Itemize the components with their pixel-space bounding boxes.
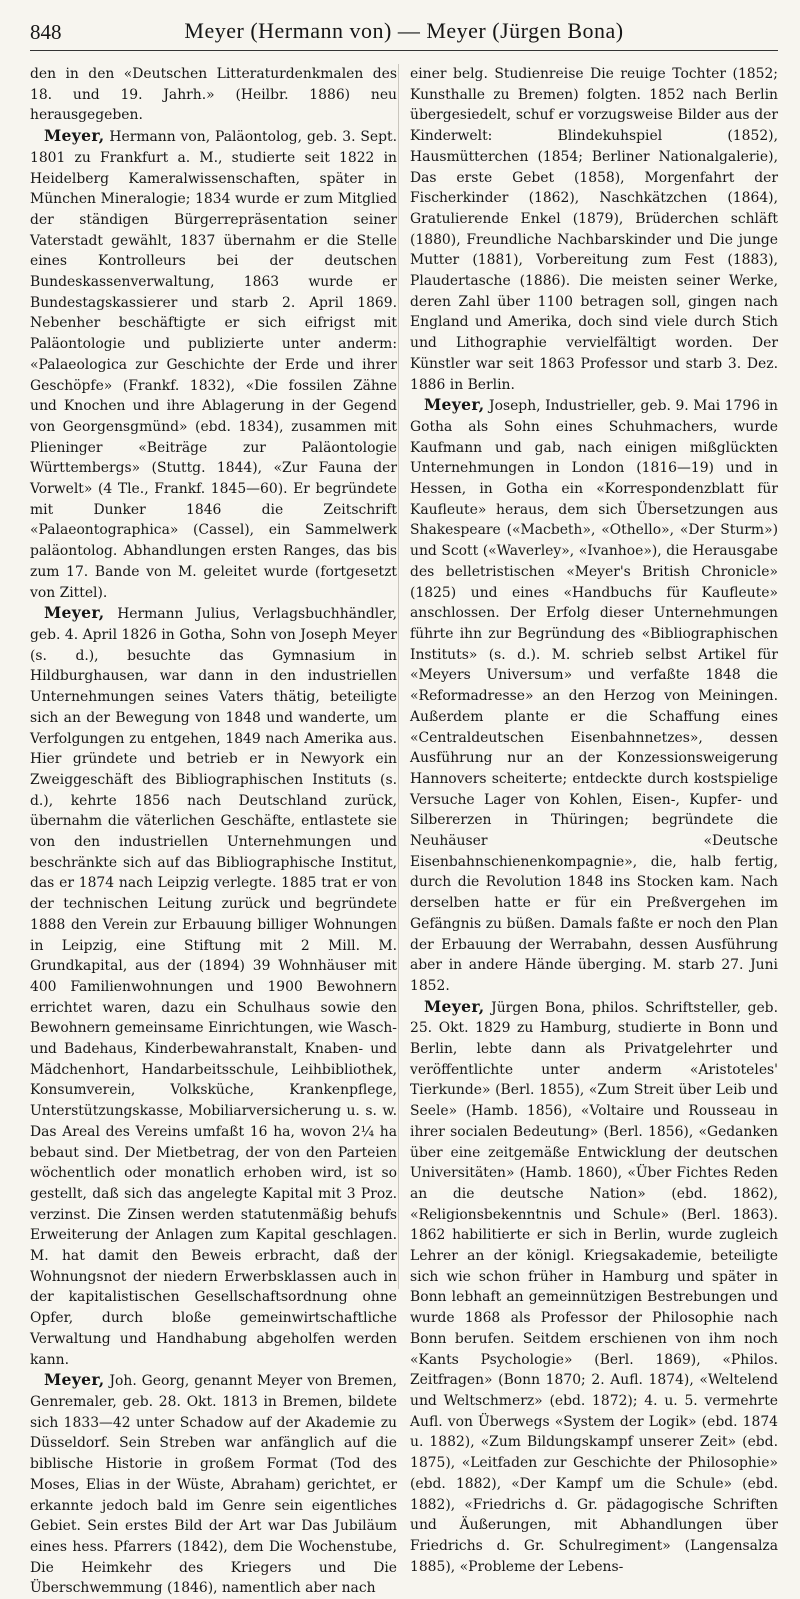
- entry-headword: Meyer,: [44, 126, 105, 146]
- continuation-paragraph: den in den «Deutschen Litteraturdenkmalen des 18. und 19. Jahrh.» (Heilbr. 1886) neu herausgegeben.: [30, 66, 397, 124]
- entry-headword: Meyer,: [44, 1370, 105, 1390]
- entry-meyer-juergen-bona: [410, 997, 778, 1578]
- entry-meyer-joh-georg: [30, 1370, 397, 1599]
- page-number: 848: [30, 20, 62, 44]
- entry-meyer-joseph: [410, 395, 778, 996]
- entry-text: Hermann Julius, Verlagsbuchhändler, geb. 4. April 1826 in Gotha, Sohn von Joseph Meyer (s. d.), besuchte das Gymnasium in Hildburghausen, war dann in den industriellen Unternehmungen seines Vaters thätig, beteiligte sich an der Bewegung von 1848 und wanderte, um Verfolgungen zu entgehen, 1849 nach Amerika aus. Hier gründete und betrieb er in Newyork ein Zweiggeschäft des Bibliographischen Instituts (s. d.), kehrte 1856 nach Deutschland zurück, übernahm die väterlichen Geschäfte, entlastete sie von den industriellen Unternehmungen und beschränkte sich auf das Bibliographische Institut, das er 1874 nach Leipzig verlegte. 1885 trat er von der technischen Leitung zurück und begründete 1888 den Verein zur Erbauung billiger Wohnungen in Leipzig, eine Stiftung mit 2 Mill. M. Grundkapital, aus der (1894) 39 Wohnhäuser mit 400 Familienwohnungen und 1900 Bewohnern errichtet waren, dazu ein Schulhaus sowie den Bewohnern gemeinsame Einrichtungen, wie Wasch- und Badehaus, Kinderbewahranstalt, Knaben- und Mädchenhort, Handarbeitsschule, Leihbibliothek, Konsumverein, Volksküche, Krankenpflege, Unterstützungskasse, Mobiliarversicherung u. s. w. Das Areal des Vereins umfaßt 16 ha, wovon 2¼ ha bebaut sind. Der Mietbetrag, der von den Parteien wöchentlich oder monatlich erhoben wird, ist so gestellt, daß sich das angelegte Kapital mit 3 Proz. verzinst. Die Zinsen werden statutenmäßig behufs Erweiterung der Anlagen zum Kapital geschlagen. M. hat damit den Beweis erbracht, daß der Wohnungsnot der niedern Erwerbsklassen auch in der kapitalistischen Gesellschaftsordnung ohne Opfer, durch bloße gemeinwirtschaftliche Verwaltung und Handhabung abgeholfen werden kann.: [30, 606, 397, 1368]
- entry-meyer-hermann-julius: [30, 603, 397, 1370]
- entry-text: Joseph, Industrieller, geb. 9. Mai 1796 in Gotha als Sohn eines Schuhmachers, wurde Kaufmann und gab, nach einigen mißglückten Unternehmungen in London (1816—19) und in Hessen, in Gotha ein «Korrespondenzblatt für Kaufleute» heraus, dem sich Übersetzungen aus Shakespeare («Macbeth», «Othello», «Der Sturm») und Scott («Waverley», «Ivanhoe»), die Herausgabe des belletristischen «Meyer's British Chronicle» (1825) und eines «Handbuchs für Kaufleute» anschlossen. Der Erfolg dieser Unternehmungen führte ihn zur Begründung des «Bibliographischen Instituts» (s. d.). M. schrieb selbst Artikel für «Meyers Universum» und verfaßte 1848 die «Reformadresse» an den Herzog von Meiningen. Außerdem plante er die Schaffung eines «Centraldeutschen Eisenbahnnetzes», dessen Ausführung nur an der Konzessionsweigerung Hannovers scheiterte; entdeckte durch kostspielige Versuche Lager von Kohlen, Eisen-, Kupfer- und Silbererzen in Thüringen; begründete die Neuhäuser «Deutsche Eisenbahnschienenkompagnie», die, halb fertig, durch die Revolution 1848 ins Stocken kam. Nach derselben hatte er für ein Preßvergehen im Gefängnis zu büßen. Damals faßte er noch den Plan der Erbauung der Werrabahn, dessen Ausführung aber in andere Hände überging. M. starb 27. Juni 1852.: [410, 398, 778, 994]
- column-divider: [398, 64, 399, 1289]
- left-column: [30, 64, 397, 1599]
- entry-headword: Meyer,: [424, 395, 485, 415]
- entry-headword: Meyer,: [44, 603, 105, 623]
- continuation-paragraph: einer belg. Studienreise Die reuige Tochter (1852; Kunsthalle zu Bremen) folgten. 1852 nach Berlin übergesiedelt, schuf er vorzugsweise Bilder aus der Kinderwelt: Blindekuhspiel (1852), Hausmütterchen (1854; Berliner Nationalgalerie), Das erste Gebet (1858), Morgenfahrt der Fischerkinder (1862), Naschkätzchen (1864), Gratulierende Enkel (1879), Brüderchen schläft (1880), Freundliche Nachbarskinder und Die junge Mutter (1881), Vorbereitung zum Fest (1883), Plaudertasche (1886). Die meisten seiner Werke, deren Zahl über 1100 betragen soll, gingen nach England und Amerika, doch sind viele durch Stich und Lithographie vervielfältigt worden. Der Künstler war seit 1863 Professor und starb 3. Dez. 1886 in Berlin.: [410, 66, 778, 393]
- entry-meyer-hermann-von: [30, 126, 397, 603]
- right-column: [410, 64, 778, 1577]
- page-header: [30, 12, 778, 51]
- entry-text: Joh. Georg, genannt Meyer von Bremen, Genremaler, geb. 28. Okt. 1813 in Bremen, bildete sich 1833—42 unter Schadow auf der Akademie zu Düsseldorf. Sein Streben war anfänglich auf die biblische Historie in großem Format (Tod des Moses, Elias in der Wüste, Abraham) gerichtet, er erkannte jedoch bald im Genre sein eigentliches Gebiet. Sein erstes Bild der Art war Das Jubiläum eines hess. Pfarrers (1842), dem Die Wochenstube, Die Heimkehr des Kriegers und Die Überschwemmung (1846), namentlich aber nach: [30, 1373, 397, 1597]
- entry-text: Hermann von, Paläontolog, geb. 3. Sept. 1801 zu Frankfurt a. M., studierte seit 1822 in Heidelberg Kameralwissenschaften, später in München Mineralogie; 1834 wurde er zum Mitglied der ständigen Bürgerrepräsentation seiner Vaterstadt gewählt, 1837 übernahm er die Stelle eines Kontrolleurs bei der deutschen Bundeskassenverwaltung, 1863 wurde er Bundestagskassierer und starb 2. April 1869. Nebenher beschäftigte er sich eifrigst mit Paläontologie und publizierte unter anderm: «Palaeologica zur Geschichte der Erde und ihrer Geschöpfe» (Frankf. 1832), «Die fossilen Zähne und Knochen und ihre Ablagerung in der Gegend von Georgensgmünd» (ebd. 1834), zusammen mit Plieninger «Beiträge zur Paläontologie Württembergs» (Stuttg. 1844), «Zur Fauna der Vorwelt» (4 Tle., Frankf. 1845—60). Er begründete mit Dunker 1846 die Zeitschrift «Palaeontographica» (Cassel), ein Sammelwerk paläontolog. Abhandlungen ersten Ranges, das bis zum 17. Bande von M. geleitet wurde (fortgesetzt von Zittel).: [30, 129, 397, 601]
- entry-headword: Meyer,: [424, 996, 485, 1016]
- running-head: Meyer (Hermann von) — Meyer (Jürgen Bona): [184, 18, 624, 43]
- entry-text: Jürgen Bona, philos. Schriftsteller, geb. 25. Okt. 1829 zu Hamburg, studierte in Bonn und Berlin, lebte dann als Privatgelehrter und veröffentlichte unter anderm «Aristoteles' Tierkunde» (Berl. 1855), «Zum Streit über Leib und Seele» (Hamb. 1856), «Voltaire und Rousseau in ihrer socialen Bedeutung» (Berl. 1856), «Gedanken über eine zeitgemäße Entwicklung der deutschen Universitäten» (Hamb. 1860), «Über Fichtes Reden an die deutsche Nation» (ebd. 1862), «Religionsbekenntnis und Schule» (Berl. 1863). 1862 habilitierte er sich in Berlin, wurde zugleich Lehrer an der königl. Kriegsakademie, beteiligte sich wie schon früher in Hamburg und später in Bonn lebhaft an gemeinnützigen Bestrebungen und wurde 1868 als Professor der Philosophie nach Bonn berufen. Seitdem erschienen von ihm noch «Kants Psychologie» (Berl. 1869), «Philos. Zeitfragen» (Bonn 1870; 2. Aufl. 1874), «Weltelend und Weltschmerz» (ebd. 1872); 4. u. 5. vermehrte Aufl. von Überwegs «System der Logik» (ebd. 1874 u. 1882), «Zum Bildungskampf unserer Zeit» (ebd. 1875), «Leitfaden zur Geschichte der Philosophie» (ebd. 1882), «Der Kampf um die Schule» (ebd. 1882), «Friedrichs d. Gr. pädagogische Schriften und Äußerungen, mit Abhandlungen über Friedrichs d. Gr. Schulregiment» (Langensalza 1885), «Probleme der Lebens-: [410, 999, 778, 1575]
